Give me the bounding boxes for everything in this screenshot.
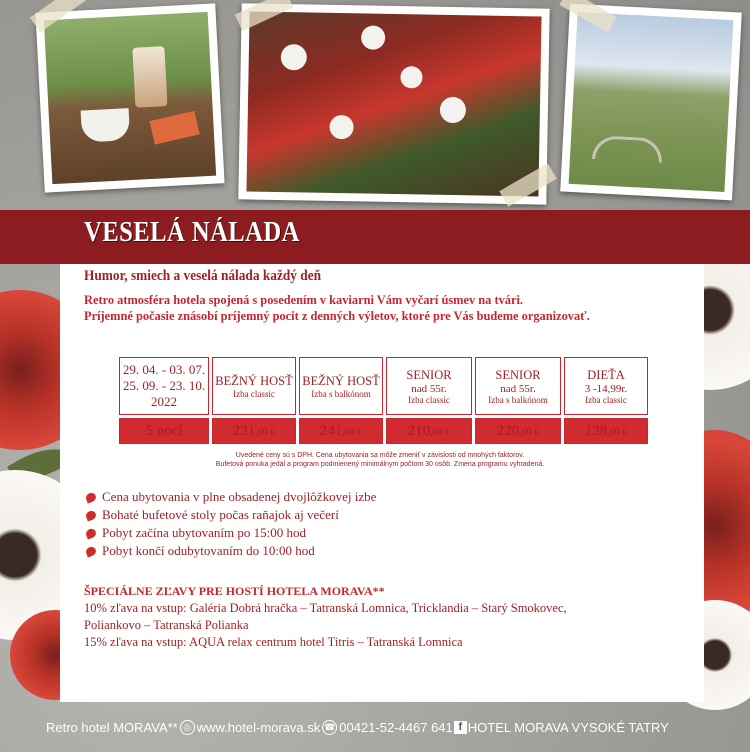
photo-coffee: [35, 3, 224, 192]
column-title: BEŽNÝ HOSŤ: [302, 373, 380, 388]
footer-phone[interactable]: 00421-52-4467 641: [339, 719, 453, 735]
column-title: BEŽNÝ HOSŤ: [215, 373, 293, 388]
price-cell: [212, 418, 296, 444]
column-header: [299, 357, 383, 415]
column-subtitle: Izba classic: [233, 388, 275, 399]
special-line: Poliankovo – Tatranská Polianka: [84, 618, 249, 632]
price-value: 220: [496, 422, 520, 439]
price-suffix: ,00 €: [342, 426, 363, 438]
date-line: 25. 09. - 23. 10.: [122, 378, 206, 393]
phone-icon: ☎: [322, 720, 337, 735]
column-subtitle: Izba s balkónom: [311, 388, 371, 399]
price-value: 231: [232, 422, 256, 439]
special-offers: [84, 600, 694, 651]
column-subtitle: Izba classic: [408, 394, 450, 405]
column-title: SENIOR: [495, 367, 541, 382]
column-header: [564, 357, 648, 415]
price-suffix: ,00 €: [519, 426, 540, 438]
date-range-cell: [119, 357, 209, 415]
column-age: 3 -14,99r.: [584, 382, 628, 395]
column-header: [386, 357, 472, 415]
intro-text: [84, 293, 590, 324]
footer-facebook-link[interactable]: HOTEL MORAVA VYSOKÉ TATRY: [467, 719, 669, 735]
footer-website-link[interactable]: www.hotel-morava.sk: [196, 719, 321, 735]
facebook-icon: f: [454, 721, 467, 734]
price-value: 241: [319, 422, 343, 439]
intro-line: Príjemné počasie znásobí príjemný pocit z denných výletov, ktoré pre Vás budeme organizovať.: [84, 308, 590, 323]
list-item-text: Cena ubytovania v plne obsadenej dvojlôžkovej izbe: [102, 489, 377, 504]
row-label: 5 nocí: [119, 418, 209, 444]
price-cell: [299, 418, 383, 444]
footer-hotel-name: Retro hotel MORAVA**: [46, 719, 178, 735]
price-note: [140, 451, 620, 469]
note-line: Uvedené ceny sú s DPH. Cena ubytovania sa môže zmeniť v závislosti od mnohých faktorov.: [235, 452, 525, 459]
subheading: Humor, smiech a veselá nálada každý deň: [84, 268, 322, 284]
column-header: [212, 357, 296, 415]
price-table: [116, 354, 651, 447]
special-offers-title: ŠPECIÁLNE ZĽAVY PRE HOSTÍ HOTELA MORAVA**: [84, 584, 385, 598]
special-line: 10% zľava na vstup: Galéria Dobrá hračka – Tatranská Lomnica, Tricklandia – Starý Smokovec,: [84, 601, 567, 615]
column-age: nad 55r.: [500, 382, 536, 395]
price-suffix: ,00 €: [607, 426, 628, 438]
intro-line: Retro atmosféra hotela spojená s posedením v kaviarni Vám vyčarí úsmev na tvári.: [84, 293, 524, 307]
price-value: 210: [407, 422, 431, 439]
photo-bottles: [238, 3, 549, 204]
list-item-text: Pobyt začína ubytovaním po 15:00 hod: [102, 525, 307, 540]
column-subtitle: Izba s balkónom: [488, 394, 548, 405]
column-subtitle: Izba classic: [585, 394, 627, 405]
info-list: [86, 488, 376, 560]
heart-bullet-icon: [85, 545, 97, 557]
page-title: VESELÁ NÁLADA: [84, 217, 300, 248]
special-line: 15% zľava na vstup: AQUA relax centrum hotel Titris – Tatranská Lomnica: [84, 635, 463, 649]
heart-bullet-icon: [85, 491, 97, 503]
price-suffix: ,00 €: [255, 426, 276, 438]
heart-bullet-icon: [85, 509, 97, 521]
list-item: [86, 488, 376, 506]
column-header: [475, 357, 561, 415]
price-cell: [475, 418, 561, 444]
price-suffix: ,00 €: [430, 426, 451, 438]
date-line: 2022: [151, 394, 177, 409]
list-item: [86, 524, 376, 542]
list-item: [86, 506, 376, 524]
price-cell: [564, 418, 648, 444]
photo-landscape: [560, 4, 742, 201]
column-title: DIEŤA: [587, 367, 625, 382]
list-item: [86, 542, 376, 560]
note-line: Bufetová ponuka jedál a program podmienený minimálnym počtom 30 osôb. Zmena programu vyhradená.: [215, 461, 545, 468]
footer: [0, 702, 750, 752]
heart-bullet-icon: [85, 527, 97, 539]
globe-icon: ◎: [180, 720, 195, 735]
price-cell: [386, 418, 472, 444]
list-item-text: Bohaté bufetové stoly počas raňajok aj večerí: [102, 507, 339, 522]
list-item-text: Pobyt končí odubytovaním do 10:00 hod: [102, 543, 315, 558]
column-title: SENIOR: [406, 367, 452, 382]
date-line: 29. 04. - 03. 07.: [122, 362, 206, 377]
column-age: nad 55r.: [411, 382, 447, 395]
price-value: 138: [584, 422, 608, 439]
